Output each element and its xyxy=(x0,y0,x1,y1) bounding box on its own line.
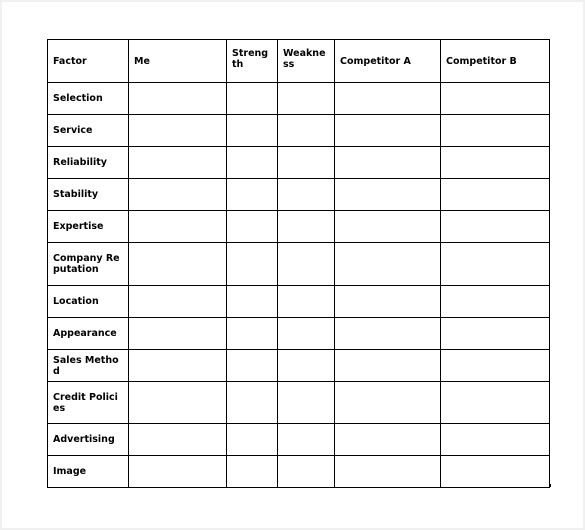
competitor-a-cell[interactable] xyxy=(335,83,441,115)
table-row xyxy=(48,286,550,318)
header-me: Me xyxy=(129,40,227,83)
table-row xyxy=(48,83,550,115)
competitor-b-cell[interactable] xyxy=(441,350,550,382)
strength-cell[interactable] xyxy=(227,456,278,488)
me-cell[interactable] xyxy=(129,115,227,147)
competitor-b-cell[interactable] xyxy=(441,115,550,147)
weakness-cell[interactable] xyxy=(278,382,335,424)
strength-cell[interactable] xyxy=(227,147,278,179)
factor-cell: Company Reputation xyxy=(48,243,129,286)
table-row xyxy=(48,350,550,382)
weakness-cell[interactable] xyxy=(278,147,335,179)
competitor-b-cell[interactable] xyxy=(441,424,550,456)
header-weakness: Weakness xyxy=(278,40,335,83)
competitor-a-cell[interactable] xyxy=(335,350,441,382)
competitor-b-cell[interactable] xyxy=(441,83,550,115)
me-cell[interactable] xyxy=(129,286,227,318)
factor-cell: Location xyxy=(48,286,129,318)
table-row xyxy=(48,424,550,456)
table-edge-mark xyxy=(549,484,551,487)
competitor-a-cell[interactable] xyxy=(335,147,441,179)
table-row xyxy=(48,179,550,211)
factor-cell: Stability xyxy=(48,179,129,211)
factor-cell: Expertise xyxy=(48,211,129,243)
header-strength: Strength xyxy=(227,40,278,83)
table-row xyxy=(48,115,550,147)
weakness-cell[interactable] xyxy=(278,115,335,147)
weakness-cell[interactable] xyxy=(278,243,335,286)
competitor-b-cell[interactable] xyxy=(441,318,550,350)
header-competitor-b: Competitor B xyxy=(441,40,550,83)
competitor-a-cell[interactable] xyxy=(335,424,441,456)
strength-cell[interactable] xyxy=(227,243,278,286)
weakness-cell[interactable] xyxy=(278,286,335,318)
competitor-a-cell[interactable] xyxy=(335,115,441,147)
competitor-a-cell[interactable] xyxy=(335,456,441,488)
competitor-a-cell[interactable] xyxy=(335,286,441,318)
competitor-a-cell[interactable] xyxy=(335,179,441,211)
strength-cell[interactable] xyxy=(227,83,278,115)
table-row xyxy=(48,147,550,179)
competitive-analysis-table xyxy=(47,39,550,488)
strength-cell[interactable] xyxy=(227,211,278,243)
me-cell[interactable] xyxy=(129,424,227,456)
weakness-cell[interactable] xyxy=(278,456,335,488)
strength-cell[interactable] xyxy=(227,350,278,382)
me-cell[interactable] xyxy=(129,382,227,424)
weakness-cell[interactable] xyxy=(278,424,335,456)
table-row xyxy=(48,382,550,424)
competitor-a-cell[interactable] xyxy=(335,318,441,350)
competitor-a-cell[interactable] xyxy=(335,382,441,424)
competitor-b-cell[interactable] xyxy=(441,286,550,318)
competitor-b-cell[interactable] xyxy=(441,243,550,286)
table-row xyxy=(48,318,550,350)
me-cell[interactable] xyxy=(129,350,227,382)
factor-cell: Service xyxy=(48,115,129,147)
competitor-b-cell[interactable] xyxy=(441,179,550,211)
factor-cell: Selection xyxy=(48,83,129,115)
me-cell[interactable] xyxy=(129,456,227,488)
me-cell[interactable] xyxy=(129,318,227,350)
me-cell[interactable] xyxy=(129,147,227,179)
header-factor: Factor xyxy=(48,40,129,83)
strength-cell[interactable] xyxy=(227,318,278,350)
weakness-cell[interactable] xyxy=(278,83,335,115)
strength-cell[interactable] xyxy=(227,424,278,456)
competitor-b-cell[interactable] xyxy=(441,382,550,424)
table-row xyxy=(48,211,550,243)
factor-cell: Advertising xyxy=(48,424,129,456)
competitor-a-cell[interactable] xyxy=(335,243,441,286)
me-cell[interactable] xyxy=(129,243,227,286)
strength-cell[interactable] xyxy=(227,115,278,147)
competitor-b-cell[interactable] xyxy=(441,147,550,179)
factor-cell: Appearance xyxy=(48,318,129,350)
table-row xyxy=(48,456,550,488)
competitor-b-cell[interactable] xyxy=(441,456,550,488)
strength-cell[interactable] xyxy=(227,179,278,211)
me-cell[interactable] xyxy=(129,83,227,115)
table-row xyxy=(48,243,550,286)
weakness-cell[interactable] xyxy=(278,211,335,243)
factor-cell: Sales Method xyxy=(48,350,129,382)
strength-cell[interactable] xyxy=(227,382,278,424)
competitor-a-cell[interactable] xyxy=(335,211,441,243)
factor-cell: Reliability xyxy=(48,147,129,179)
competitor-b-cell[interactable] xyxy=(441,211,550,243)
table-header-row xyxy=(48,40,550,83)
factor-cell: Credit Policies xyxy=(48,382,129,424)
strength-cell[interactable] xyxy=(227,286,278,318)
weakness-cell[interactable] xyxy=(278,350,335,382)
weakness-cell[interactable] xyxy=(278,318,335,350)
me-cell[interactable] xyxy=(129,211,227,243)
weakness-cell[interactable] xyxy=(278,179,335,211)
factor-cell: Image xyxy=(48,456,129,488)
header-competitor-a: Competitor A xyxy=(335,40,441,83)
me-cell[interactable] xyxy=(129,179,227,211)
